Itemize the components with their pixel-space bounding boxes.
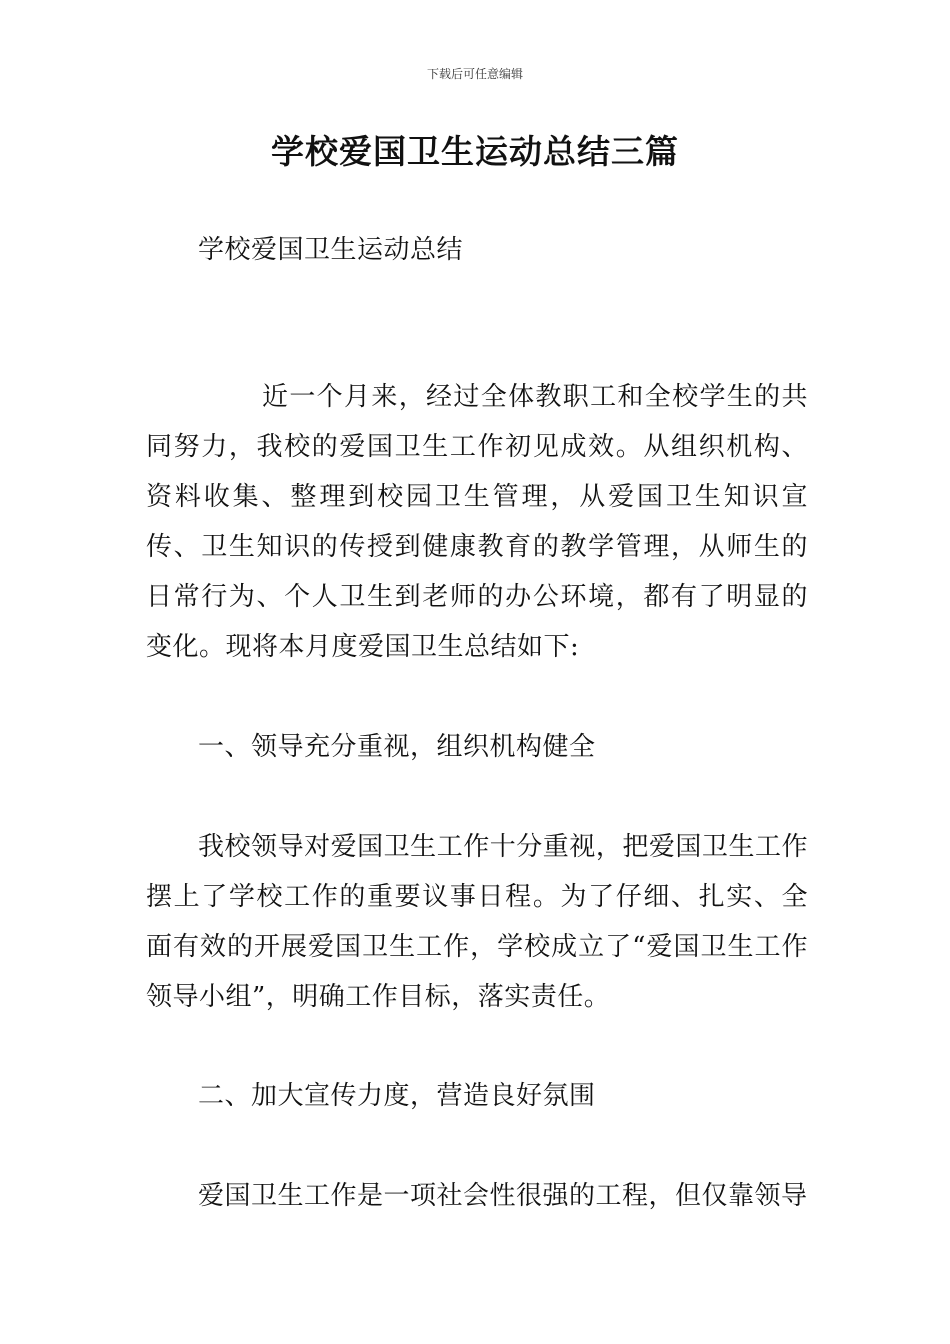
paragraph-intro: 近一个月来，经过全体教职工和全校学生的共同努力，我校的爱国卫生工作初见成效。从组织机构、资料收集、整理到校园卫生管理，从爱国卫生知识宣传、卫生知识的传授到健康教育的教学管理，从师生的日常行为、个人卫生到老师的办公环境，都有了明显的变化。现将本月度爱国卫生总结如下:: [146, 382, 808, 662]
paragraph-leadership: 我校领导对爱国卫生工作十分重视，把爱国卫生工作摆上了学校工作的重要议事日程。为了仔细、扎实、全面有效的开展爱国卫生工作，学校成立了“爱国卫生工作领导小组”，明确工作目标，落实责任。: [146, 832, 808, 1012]
document-title: 学校爱国卫生运动总结三篇: [271, 132, 679, 171]
heading-publicity: 二、加大宣传力度，营造良好氛围: [198, 1081, 596, 1111]
section-subtitle: 学校爱国卫生运动总结: [198, 235, 464, 265]
heading-leadership: 一、领导充分重视，组织机构健全: [198, 732, 596, 762]
paragraph-publicity: 爱国卫生工作是一项社会性很强的工程，但仅靠领导: [198, 1181, 808, 1211]
header-note: 下载后可任意编辑: [426, 67, 523, 81]
